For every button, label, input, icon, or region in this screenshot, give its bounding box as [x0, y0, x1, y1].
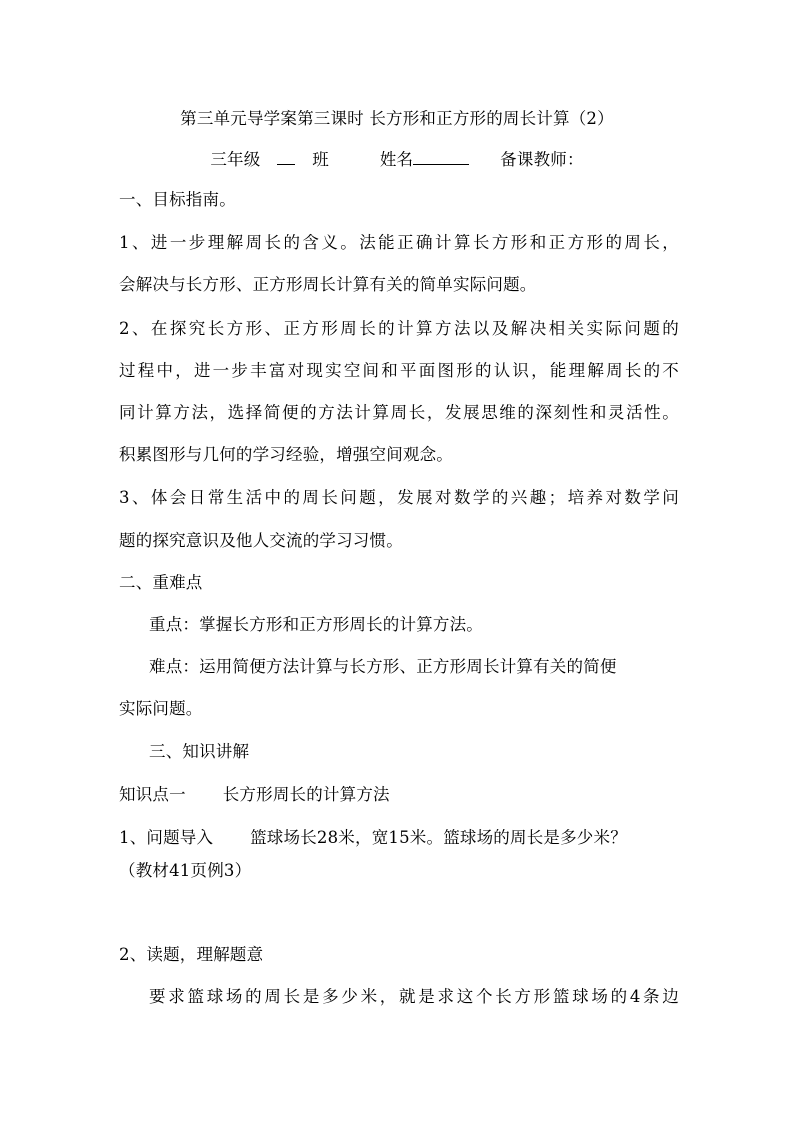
section-heading-key-points: 二、重难点 — [119, 573, 203, 592]
name-blank[interactable] — [413, 148, 469, 165]
problem-intro-label: 1、问题导入 — [119, 828, 214, 847]
problem-intro-line — [119, 827, 679, 849]
paragraph-line: 2、在探究长方形、正方形周长的计算方法以及解决相关实际问题的 — [119, 319, 679, 338]
problem-statement: 篮球场长28米，宽15米。篮球场的周长是多少米？ — [250, 828, 627, 847]
paragraph-line: 会解决与长方形、正方形周长计算有关的简单实际问题。 — [119, 275, 537, 294]
paragraph-line: 题的探究意识及他人交流的学习习惯。 — [119, 531, 403, 550]
grade-label: 三年级 — [210, 150, 261, 169]
paragraph-line: 3、体会日常生活中的周长问题，发展对数学的兴趣；培养对数学问 — [119, 488, 679, 507]
student-info-header — [0, 148, 794, 171]
knowledge-point-label: 知识点一 — [119, 785, 186, 804]
teacher-label: 备课教师： — [500, 150, 584, 169]
difficulty-line: 难点：运用简便方法计算与长方形、正方形周长计算有关的简便 — [149, 657, 617, 676]
knowledge-point-topic: 长方形周长的计算方法 — [222, 785, 390, 804]
paragraph-line: 积累图形与几何的学习经验，增强空间观念。 — [119, 445, 453, 464]
paragraph-line: 要求篮球场的周长是多少米，就是求这个长方形篮球场的4条边 — [149, 987, 679, 1006]
textbook-reference: （教材41页例3） — [119, 861, 252, 880]
paragraph-line: 1、进一步理解周长的含义。法能正确计算长方形和正方形的周长， — [119, 233, 679, 252]
section-heading-knowledge: 三、知识讲解 — [149, 742, 250, 761]
page-title: 第三单元导学案第三课时 长方形和正方形的周长计算（2） — [180, 109, 614, 128]
name-label: 姓名 — [379, 150, 414, 169]
paragraph-line: 同计算方法，选择简便的方法计算周长，发展思维的深刻性和灵活性。 — [119, 403, 679, 422]
section-heading-goals: 一、目标指南。 — [119, 190, 236, 209]
knowledge-point-heading — [119, 784, 679, 806]
class-blank[interactable] — [277, 148, 295, 165]
key-point-line: 重点：掌握长方形和正方形周长的计算方法。 — [149, 615, 483, 634]
difficulty-line-continued: 实际问题。 — [119, 699, 203, 718]
paragraph-line: 过程中，进一步丰富对现实空间和平面图形的认识，能理解周长的不 — [119, 361, 679, 380]
class-label: 班 — [312, 150, 329, 169]
step-heading: 2、读题，理解题意 — [119, 945, 264, 964]
